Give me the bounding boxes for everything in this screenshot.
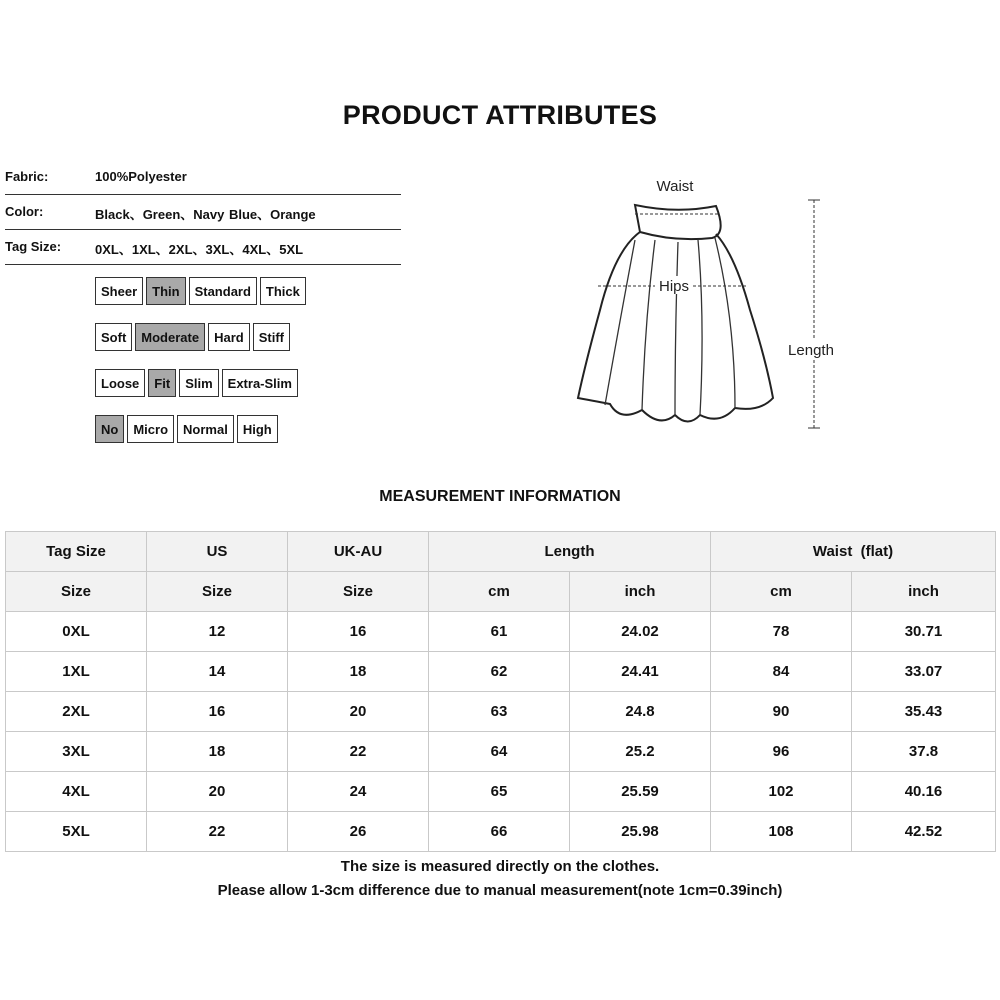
oft-option: No [95, 415, 124, 443]
table-cell: 24.8 [570, 692, 711, 732]
fold-line [698, 240, 702, 415]
table-cell: 63 [429, 692, 570, 732]
thickness-option: Thick [260, 277, 306, 305]
table-cell: 30.71 [852, 612, 996, 652]
table-cell: 64 [429, 732, 570, 772]
subheader-cell: inch [852, 572, 996, 612]
waist-label: Waist [656, 178, 694, 195]
type-option: Fit [148, 369, 176, 397]
thickness-option: Sheer [95, 277, 143, 305]
type-option: Slim [179, 369, 218, 397]
table-cell: 25.98 [570, 812, 711, 852]
table-cell: 20 [147, 772, 288, 812]
touch-option: Soft [95, 323, 132, 351]
table-cell: 108 [711, 812, 852, 852]
attr-label: Color: [5, 204, 44, 219]
subheader-cell: Size [6, 572, 147, 612]
table-cell: 24.41 [570, 652, 711, 692]
table-cell: 65 [429, 772, 570, 812]
thickness-options [95, 277, 306, 305]
waistband-shape [635, 205, 721, 239]
table-cell: 2XL [6, 692, 147, 732]
table-body [6, 612, 996, 852]
oft-options [95, 415, 278, 443]
table-cell: 62 [429, 652, 570, 692]
table-cell: 66 [429, 812, 570, 852]
attr-label: Tag Size: [5, 239, 62, 254]
fold-line [675, 242, 678, 415]
table-cell: 16 [288, 612, 429, 652]
table-cell: 25.2 [570, 732, 711, 772]
oft-option: Micro [127, 415, 174, 443]
subheader-cell: Size [288, 572, 429, 612]
subheader-cell: Size [147, 572, 288, 612]
measurement-title: MEASUREMENT INFORMATION [379, 488, 621, 505]
table-cell: 4XL [6, 772, 147, 812]
touch-options [95, 323, 290, 351]
table-row [6, 612, 996, 652]
table-row [6, 732, 996, 772]
table-subheader-row [6, 572, 996, 612]
attr-tag-size [5, 230, 401, 265]
fold-line [715, 238, 735, 408]
hips-label: Hips [658, 278, 690, 295]
type-options [95, 369, 298, 397]
type-option: Loose [95, 369, 145, 397]
subheader-cell: inch [570, 572, 711, 612]
table-cell: 96 [711, 732, 852, 772]
table-row [6, 812, 996, 852]
header-cell: Tag Size [6, 532, 147, 572]
length-label: Length [788, 342, 834, 359]
subheader-cell: cm [429, 572, 570, 612]
table-cell: 61 [429, 612, 570, 652]
attr-color [5, 195, 401, 230]
table-header-row [6, 532, 996, 572]
thickness-option: Standard [189, 277, 257, 305]
table-cell: 37.8 [852, 732, 996, 772]
touch-option: Stiff [253, 323, 290, 351]
touch-option: Moderate [135, 323, 205, 351]
table-cell: 0XL [6, 612, 147, 652]
table-cell: 3XL [6, 732, 147, 772]
table-cell: 25.59 [570, 772, 711, 812]
skirt-diagram [560, 170, 860, 440]
table-cell: 102 [711, 772, 852, 812]
table-cell: 90 [711, 692, 852, 732]
table-cell: 33.07 [852, 652, 996, 692]
thickness-option: Thin [146, 277, 185, 305]
attr-value: 100%Polyester [95, 169, 187, 184]
table-cell: 12 [147, 612, 288, 652]
header-cell: UK-AU [288, 532, 429, 572]
table-cell: 84 [711, 652, 852, 692]
attr-value: Black、Green、Navy Blue、Orange [95, 207, 316, 222]
table-cell: 42.52 [852, 812, 996, 852]
oft-option: High [237, 415, 278, 443]
fold-line [642, 240, 655, 410]
table-cell: 18 [147, 732, 288, 772]
attr-value: 0XL、1XL、2XL、3XL、4XL、5XL [95, 242, 304, 257]
measurement-table [5, 531, 996, 852]
table-cell: 24.02 [570, 612, 711, 652]
table-cell: 78 [711, 612, 852, 652]
header-cell: Length [429, 532, 711, 572]
page-title: PRODUCT ATTRIBUTES [342, 100, 658, 130]
table-cell: 14 [147, 652, 288, 692]
table-row [6, 772, 996, 812]
attr-fabric [5, 160, 401, 195]
note-line-2: Please allow 1-3cm difference due to manual measurement(note 1cm=0.39inch) [217, 882, 783, 899]
table-cell: 35.43 [852, 692, 996, 732]
header-cell: Waist (flat) [711, 532, 996, 572]
table-cell: 24 [288, 772, 429, 812]
table-cell: 40.16 [852, 772, 996, 812]
table-row [6, 692, 996, 732]
table-cell: 18 [288, 652, 429, 692]
table-cell: 22 [147, 812, 288, 852]
note-line-1: The size is measured directly on the clothes. [340, 858, 660, 875]
table-cell: 1XL [6, 652, 147, 692]
table-row [6, 652, 996, 692]
table-cell: 22 [288, 732, 429, 772]
table-cell: 16 [147, 692, 288, 732]
attr-label: Fabric: [5, 169, 49, 184]
header-cell: US [147, 532, 288, 572]
fold-line [605, 240, 635, 405]
oft-option: Normal [177, 415, 234, 443]
touch-option: Hard [208, 323, 250, 351]
table-cell: 5XL [6, 812, 147, 852]
table-cell: 26 [288, 812, 429, 852]
table-cell: 20 [288, 692, 429, 732]
subheader-cell: cm [711, 572, 852, 612]
type-option: Extra-Slim [222, 369, 298, 397]
